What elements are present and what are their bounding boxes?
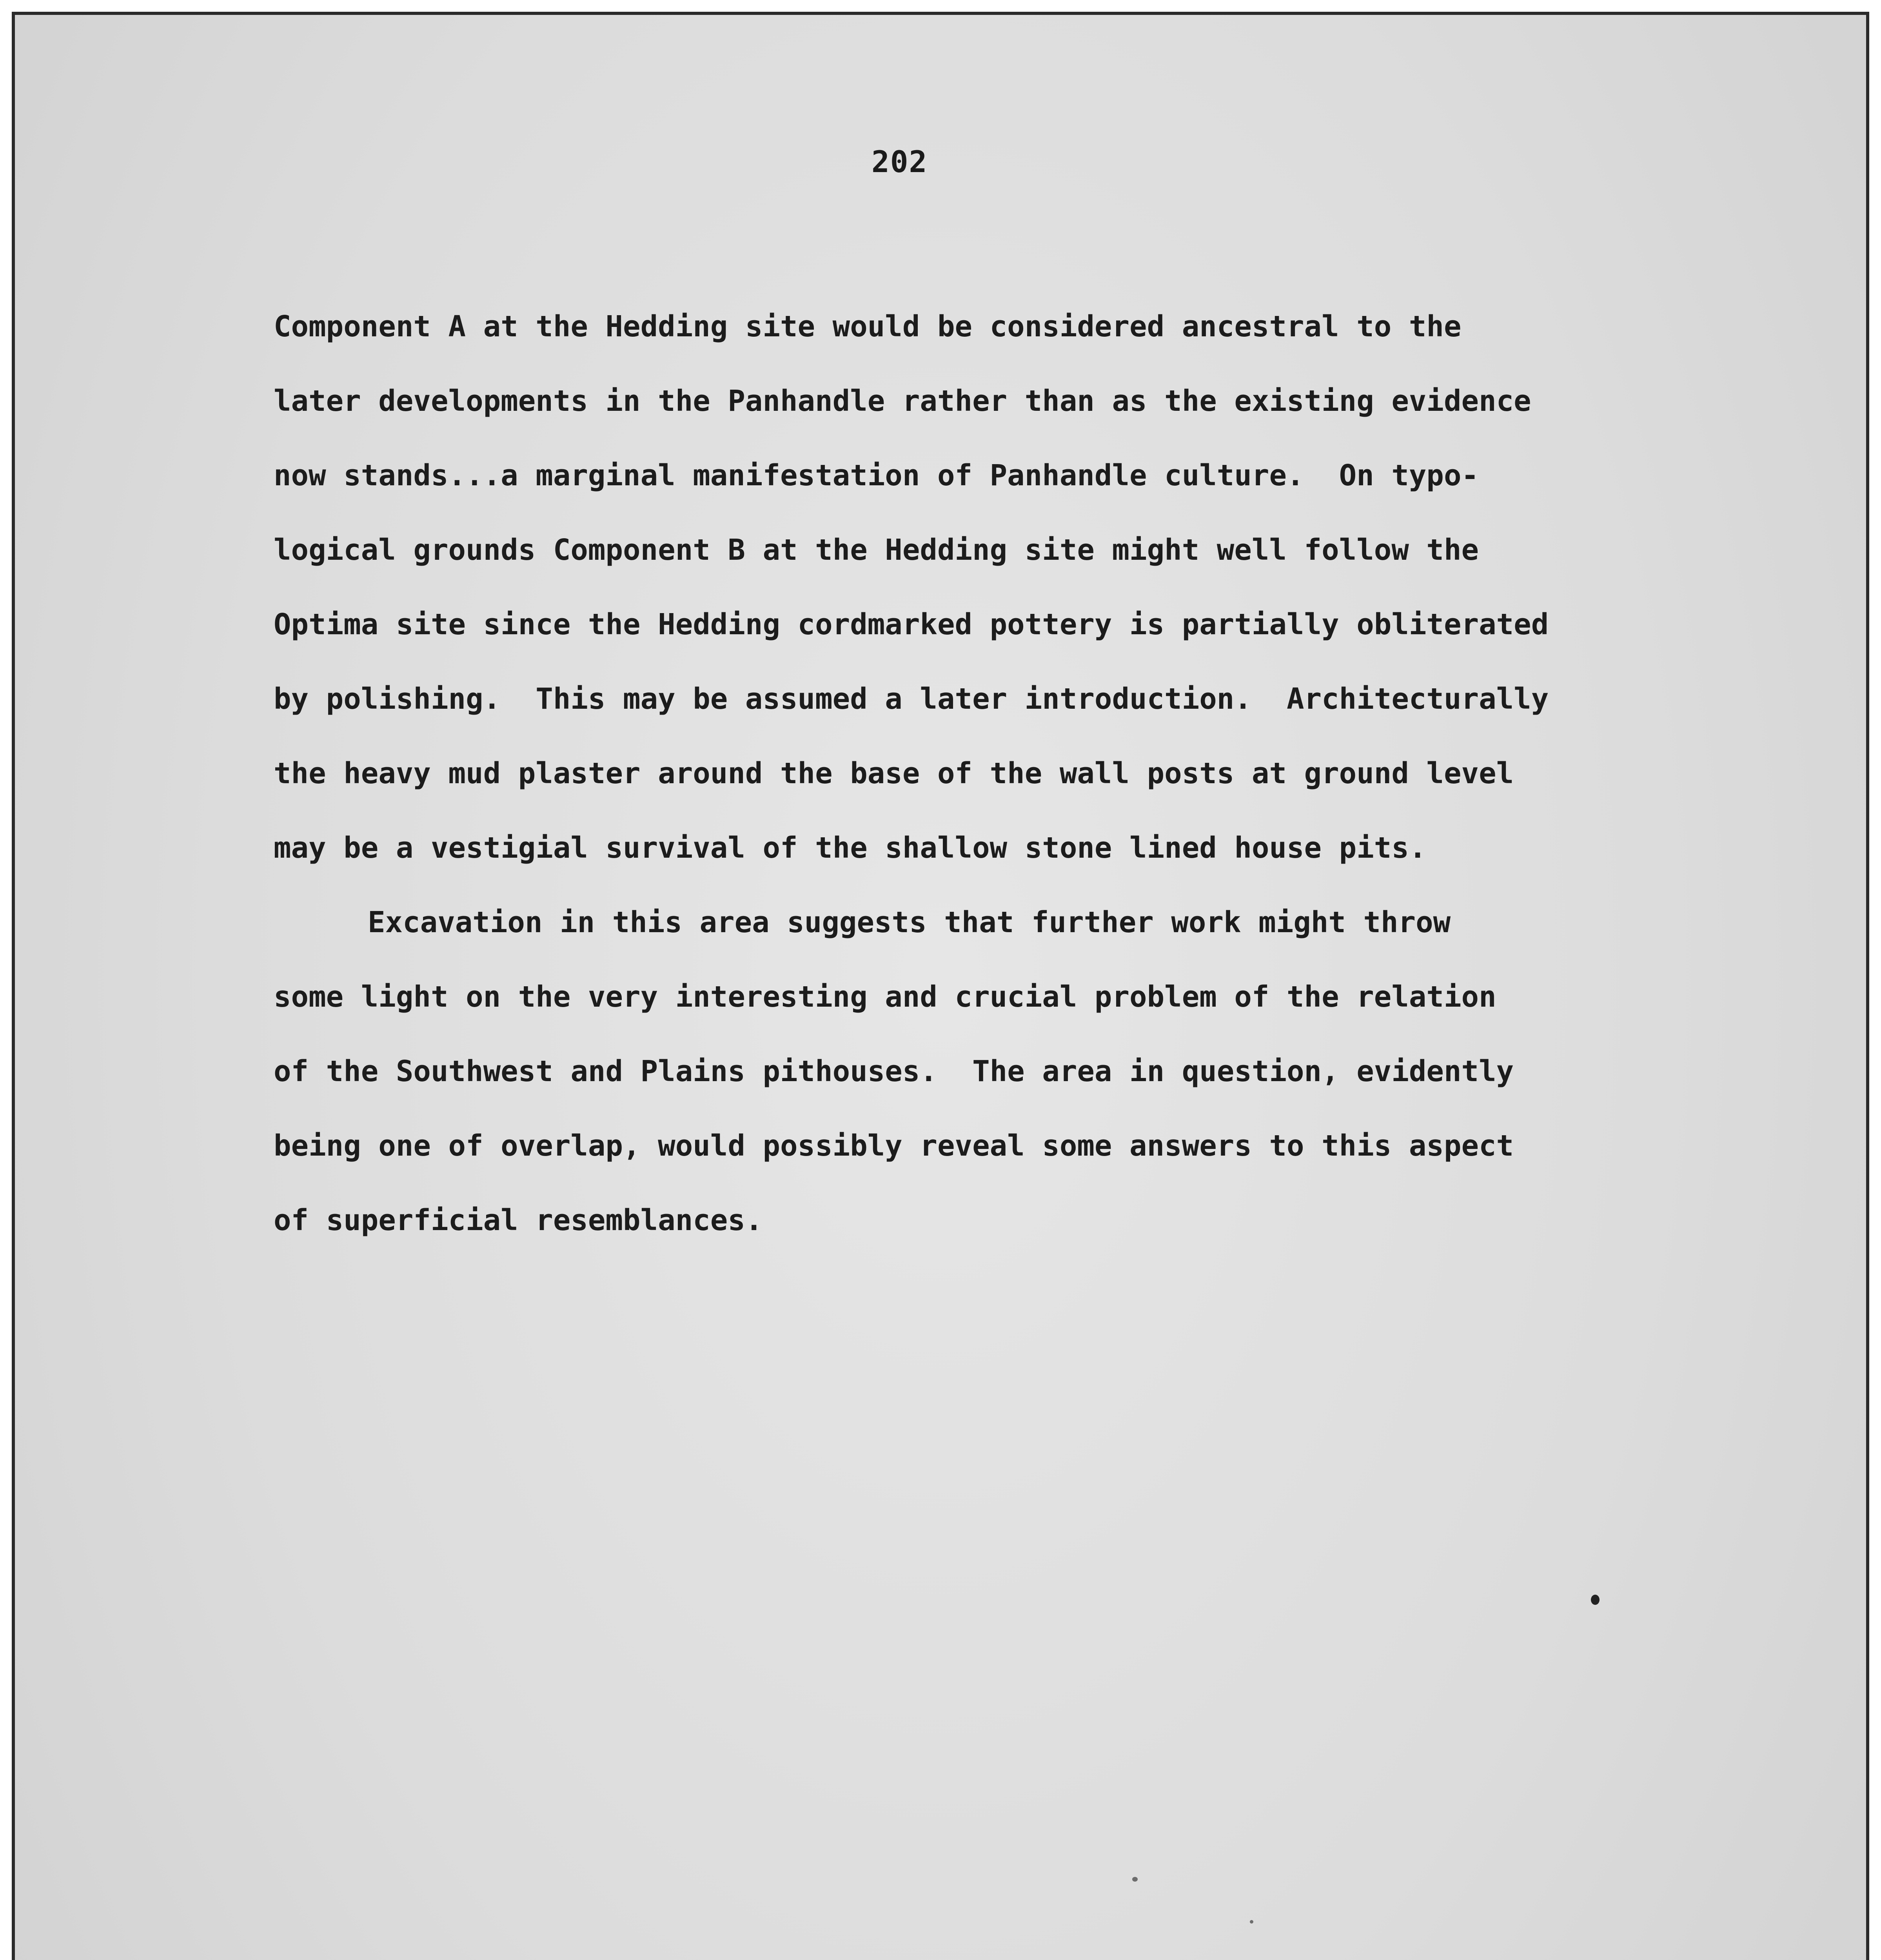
text-line: the heavy mud plaster around the base of the wall posts at ground level bbox=[274, 757, 1514, 790]
ink-speck bbox=[1132, 1877, 1138, 1882]
text-line: later developments in the Panhandle rather than as the existing evidence bbox=[274, 384, 1531, 418]
page-number: 202 bbox=[872, 144, 928, 179]
text-line: Excavation in this area suggests that further work might throw bbox=[368, 906, 1451, 939]
text-line: of superficial resemblances. bbox=[274, 1203, 763, 1237]
text-line: of the Southwest and Plains pithouses. The area in question, evidently bbox=[274, 1054, 1514, 1088]
text-line: may be a vestigial survival of the shallow stone lined house pits. bbox=[274, 831, 1427, 865]
text-line: by polishing. This may be assumed a later introduction. Architecturally bbox=[274, 682, 1549, 716]
text-line: some light on the very interesting and crucial problem of the relation bbox=[274, 980, 1496, 1014]
ink-speck bbox=[1591, 1595, 1600, 1605]
text-line: logical grounds Component B at the Hedding site might well follow the bbox=[274, 533, 1479, 567]
text-line: Component A at the Hedding site would be considered ancestral to the bbox=[274, 310, 1462, 343]
scanned-page bbox=[12, 12, 1869, 1960]
text-line: being one of overlap, would possibly reveal some answers to this aspect bbox=[274, 1129, 1514, 1163]
text-line: now stands...a marginal manifestation of Panhandle culture. On typo- bbox=[274, 459, 1479, 492]
ink-speck bbox=[1250, 1920, 1253, 1924]
body-text bbox=[274, 289, 1669, 1258]
text-line: Optima site since the Hedding cordmarked pottery is partially obliterated bbox=[274, 608, 1549, 641]
